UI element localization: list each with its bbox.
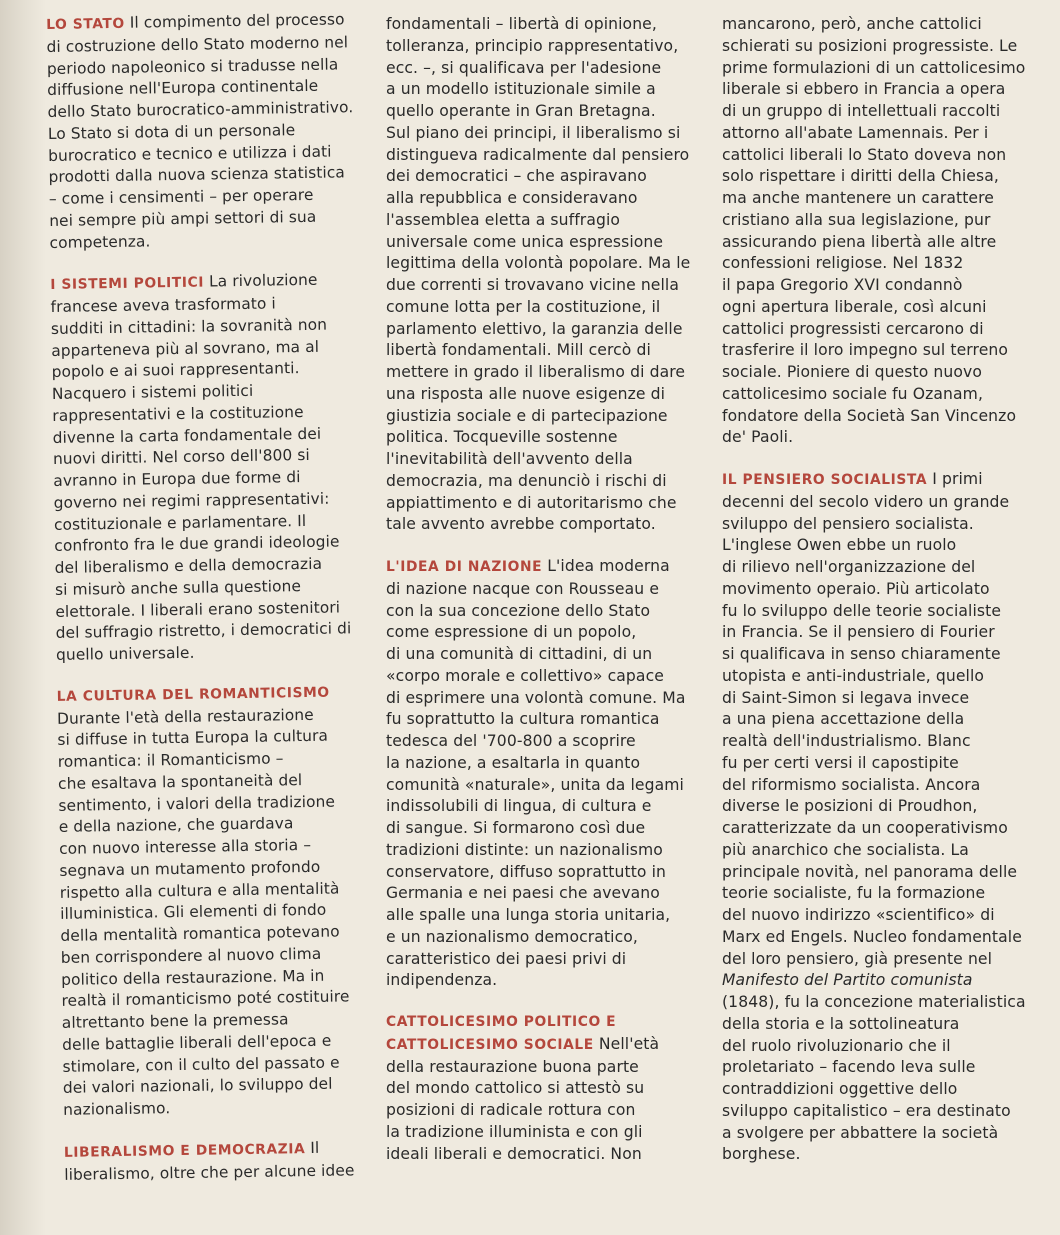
text-line: ideali liberali e democratici. Non [386,1144,642,1163]
text-line: alle spalle una lunga storia unitaria, [386,906,671,924]
text-line: segnava un mutamento profondo [59,857,321,880]
text-line: in Francia. Se il pensiero di Fourier [722,623,995,642]
text-line: del nuovo indirizzo «scientifico» di [722,906,995,924]
text-line: apparteneva più al sovrano, ma al [51,337,320,360]
text-line: del mondo cattolico si attestò su [386,1079,645,1098]
text-line: sviluppo del pensiero socialista. [722,514,974,533]
text-line: altrettanto bene la premessa [61,1010,289,1032]
text-line: della restaurazione buona parte [386,1057,639,1076]
text-line: de' Paoli. [722,428,794,447]
text-line: costituzionale e parlamentare. Il [53,511,307,534]
heading-lo-stato: LO STATO [46,15,125,33]
text-line: Durante l'età della restaurazione [56,705,314,728]
text-line: dello Stato burocratico-amministrativo. [47,98,354,121]
text-line: popolo e ai suoi rappresentanti. [51,359,300,382]
text-line: più anarchico che socialista. La [722,840,969,859]
text-line: giustizia sociale e di partecipazione [386,406,668,425]
text-line: quello operante in Gran Bretagna. [386,102,656,120]
text-line: indissolubili di lingua, di cultura e [386,797,652,816]
text-line: con nuovo interesse alla storia – [58,835,312,858]
text-line: – come i censimenti – per operare [48,185,314,208]
text-line: di nazione nacque con Rousseau e [386,579,660,598]
text-line: di Saint-Simon si legava invece [722,688,970,707]
text-line: trasferire il loro impegno sul terreno [722,341,1009,360]
text-line: fu lo sviluppo delle teorie socialiste [722,601,1002,620]
text-line: dei valori nazionali, lo sviluppo del [62,1074,333,1098]
text-line: divenne la carta fondamentale dei [52,424,322,447]
text-line: di rilievo nell'organizzazione del [722,558,976,576]
text-line: del liberalismo e della democrazia [54,554,323,577]
column-1 [46,9,394,1186]
text-line: proletariato – facendo leva sulle [722,1058,976,1077]
text-line: diverse le posizioni di Proudhon, [722,797,978,816]
nazione-line-0 [386,556,711,579]
text-line: il papa Gregorio XVI condannò [722,276,963,294]
text-line: posizioni di radicale rottura con [386,1101,636,1119]
text-line: schierati su posizioni progressiste. Le [722,36,1018,55]
text-line: decenni del secolo videro un grande [722,492,1010,511]
text-line: appiattimento e di autoritarismo che [386,493,677,512]
text-line: Il [310,1138,320,1157]
text-line: di un gruppo di intellettuali raccolti [722,102,1001,120]
text-line: dei democratici – che aspiravano [386,167,647,186]
text-line: cristiano alla sua legislazione, pur [722,210,991,229]
text-line: indipendenza. [386,971,498,990]
text-line: illuministica. Gli elementi di fondo [59,900,327,924]
text-line: distingueva radicalmente dal pensiero [386,145,690,164]
text-line: a un modello istituzionale simile a [386,80,656,99]
text-line: cattolicesimo sociale fu Ozanam, [722,384,984,403]
text-line: l'inevitabilità dell'avvento della [386,450,633,468]
text-line: si qualificava in senso chiaramente [722,645,1001,663]
text-line: solo rispettare i diritti della Chiesa, [722,167,999,186]
text-line: parlamento elettivo, la garanzia delle [386,319,683,338]
text-line: di costruzione dello Stato moderno nel [46,33,349,56]
text-line: cattolici progressisti cercarono di [722,319,984,338]
heading-sistemi-politici: I SISTEMI POLITICI [50,274,205,294]
text-line: (1848), fu la concezione materialistica [722,993,1026,1011]
text-line: Nacquero i sistemi politici [51,381,254,403]
text-line: sudditi in cittadini: la sovranità non [50,315,328,338]
text-line: L'idea moderna [547,557,670,575]
text-line: politica. Tocqueville sostenne [386,428,618,447]
text-line: a una piena accettazione della [722,710,965,729]
text-line: competenza. [49,231,151,252]
heading-cattolicesimo-sociale: CATTOLICESIMO SOCIALE [386,1036,594,1053]
text-line: caratterizzate da un cooperativismo [722,819,1008,837]
text-line: ogni apertura liberale, così alcuni [722,297,987,316]
text-line: sentimento, i valori della tradizione [58,792,336,815]
text-line: due correnti si trovavano vicine nella [386,276,680,294]
text-line: burocratico e tecnico e utilizza i dati [48,142,332,165]
text-line: romantica: il Romanticismo – [57,749,284,771]
text-line: si diffuse in tutta Europa la cultura [57,726,329,750]
text-line: della storia e la sottolineatura [722,1014,960,1033]
text-line: si misurò anche sulla questione [54,576,302,599]
text-line: fu soprattutto la cultura romantica [386,710,660,729]
text-line: del suffragio ristretto, i democratici di [55,619,352,643]
text-line: una risposta alle nuove esigenze di [386,384,666,403]
text-line: sviluppo capitalistico – era destinato [722,1101,1011,1120]
text-line: rispetto alla cultura e alla mentalità [59,879,340,902]
text-line: universale come unica espressione [386,232,664,251]
text-line: del riformismo socialista. Ancora [722,775,981,794]
text-line: governo nei regimi rappresentativi: [53,489,330,512]
text-line: democrazia, ma denunciò i rischi di [386,471,667,490]
text-line: tale avvento avrebbe comportato. [386,515,656,534]
text-line: quello universale. [55,643,195,664]
text-line: di esprimere una volontà comune. Ma [386,688,686,707]
text-line: contraddizioni oggettive dello [722,1080,958,1098]
text-line: di una comunità di cittadini, di un [386,645,653,663]
text-line: diffusione nell'Europa continentale [47,76,319,100]
text-line: liberalismo, oltre che per alcune idee [64,1160,355,1184]
text-line: attorno all'abate Lamennais. Per i [722,123,989,142]
text-line: ecc. –, si qualificava per l'adesione [386,58,662,77]
text-line: principale novità, nel panorama delle [722,862,1018,881]
text-line: conservatore, diffuso soprattutto in [386,862,667,881]
text-line: e un nazionalismo democratico, [386,927,638,946]
text-line: Sul piano dei principi, il liberalismo si [386,123,681,142]
text-line: con la sua concezione dello Stato [386,601,651,620]
text-line: fondatore della Società San Vincenzo [722,406,1017,425]
text-line: confessioni religiose. Nel 1832 [722,254,964,273]
text-line: di sangue. Si formarono così due [386,819,646,837]
text-line: utopista e anti-industriale, quello [722,666,985,685]
text-line: la nazione, a esaltarla in quanto [386,753,641,772]
text-line: avranno in Europa due forme di [53,468,301,490]
text-line: politico della restaurazione. Ma in [61,966,325,989]
text-line: tradizioni distinte: un nazionalismo [386,840,663,859]
text-line: movimento operaio. Più articolato [722,579,990,598]
text-line: elettorale. I liberali erano sostenitori [55,597,341,621]
text-line: nuovi diritti. Nel corso dell'800 si [52,446,310,469]
text-line: Nell'età [598,1034,660,1053]
text-line: a svolgere per abbattere la società [722,1123,999,1142]
text-line: assicurando piena libertà alle altre [722,232,997,251]
text-line: realtà dell'industrialismo. Blanc [722,732,971,750]
page-margin-strip [0,0,46,1235]
text-line: nazionalismo. [63,1099,171,1119]
heading-cattolicesimo-politico: CATTOLICESIMO POLITICO E [386,1014,617,1030]
text-line: cattolici liberali lo Stato doveva non [722,145,1007,164]
column-3 [722,14,1056,1166]
text-line: e della nazione, che guardava [58,814,294,837]
text-line: sociale. Pioniere di questo nuovo [722,363,983,381]
text-line: legittima della volontà popolare. Ma le [386,254,691,273]
text-line: caratteristico dei paesi privi di [386,949,627,968]
text-line: «corpo morale e collettivo» capace [386,666,664,685]
text-line: stimolare, con il culto del passato e [62,1053,340,1076]
book-title-manifesto: Manifesto del Partito comunista [722,971,973,990]
text-line: mettere in grado il liberalismo di dare [386,363,686,381]
text-line: rappresentativi e la costituzione [52,402,304,425]
heading-cultura-romanticismo: LA CULTURA DEL ROMANTICISMO [56,684,330,705]
text-line: teorie socialiste, fu la formazione [722,884,986,903]
text-line: prime formulazioni di un cattolicesimo [722,58,1026,77]
text-line: l'assemblea eletta a suffragio [386,210,621,229]
text-line: L'inglese Owen ebbe un ruolo [722,536,957,555]
heading-pensiero-socialista: IL PENSIERO SOCIALISTA [722,472,928,488]
text-line: tolleranza, principio rappresentativo, [386,36,679,55]
text-line: libertà fondamentali. Mill cercò di [386,341,651,360]
column-2 [386,14,711,1165]
text-line: ma anche mantenere un carattere [722,189,994,207]
heading-idea-di-nazione: L'IDEA DI NAZIONE [386,559,543,575]
text-line: la tradizione illuminista e con gli [386,1122,643,1141]
text-line: ben corrispondere al nuovo clima [60,944,322,967]
text-line: liberale si ebbero in Francia a opera [722,80,1006,99]
text-line: periodo napoleonico si tradusse nella [46,54,339,78]
text-line: prodotti dalla nuova scienza statistica [48,163,346,187]
text-line: della mentalità romantica potevano [60,922,340,945]
text-line: mancarono, però, anche cattolici [722,15,982,33]
text-line: del loro pensiero, già presente nel [722,949,993,968]
text-line: fu per certi versi il capostipite [722,753,959,772]
text-line: tedesca del '700-800 a scoprire [386,732,636,750]
cattolicesimo-line-0 [386,1034,711,1057]
text-line: nei sempre più ampi settori di sua [49,207,317,230]
text-line: comunità «naturale», unita da legami [386,775,684,794]
text-line: del ruolo rivoluzionario che il [722,1036,951,1055]
text-line: I primi [932,470,983,488]
heading-liberalismo-democrazia: LIBERALISMO E DEMOCRAZIA [63,1140,306,1161]
text-line: comune lotta per la costituzione, il [386,297,661,316]
text-line: Lo Stato si dota di un personale [47,120,296,143]
text-line: fondamentali – libertà di opinione, [386,15,657,33]
text-line: come espressione di un popolo, [386,623,637,642]
text-line: che esaltava la spontaneità del [57,770,303,793]
text-line: Germania e nei paesi che avevano [386,884,660,903]
text-line: delle battaglie liberali dell'epoca e [62,1031,332,1054]
text-line: Il compimento del processo [129,10,345,32]
text-line: francese aveva trasformato i [50,294,276,316]
text-line: alla repubblica e consideravano [386,189,638,207]
socialista-line-0 [722,469,1056,492]
text-line: borghese. [722,1145,801,1164]
text-line: confronto fra le due grandi ideologie [54,532,340,556]
text-line: La rivoluzione [208,271,318,291]
text-line: Marx ed Engels. Nucleo fondamentale [722,927,1022,946]
text-line: realtà il romanticismo poté costituire [61,987,350,1011]
